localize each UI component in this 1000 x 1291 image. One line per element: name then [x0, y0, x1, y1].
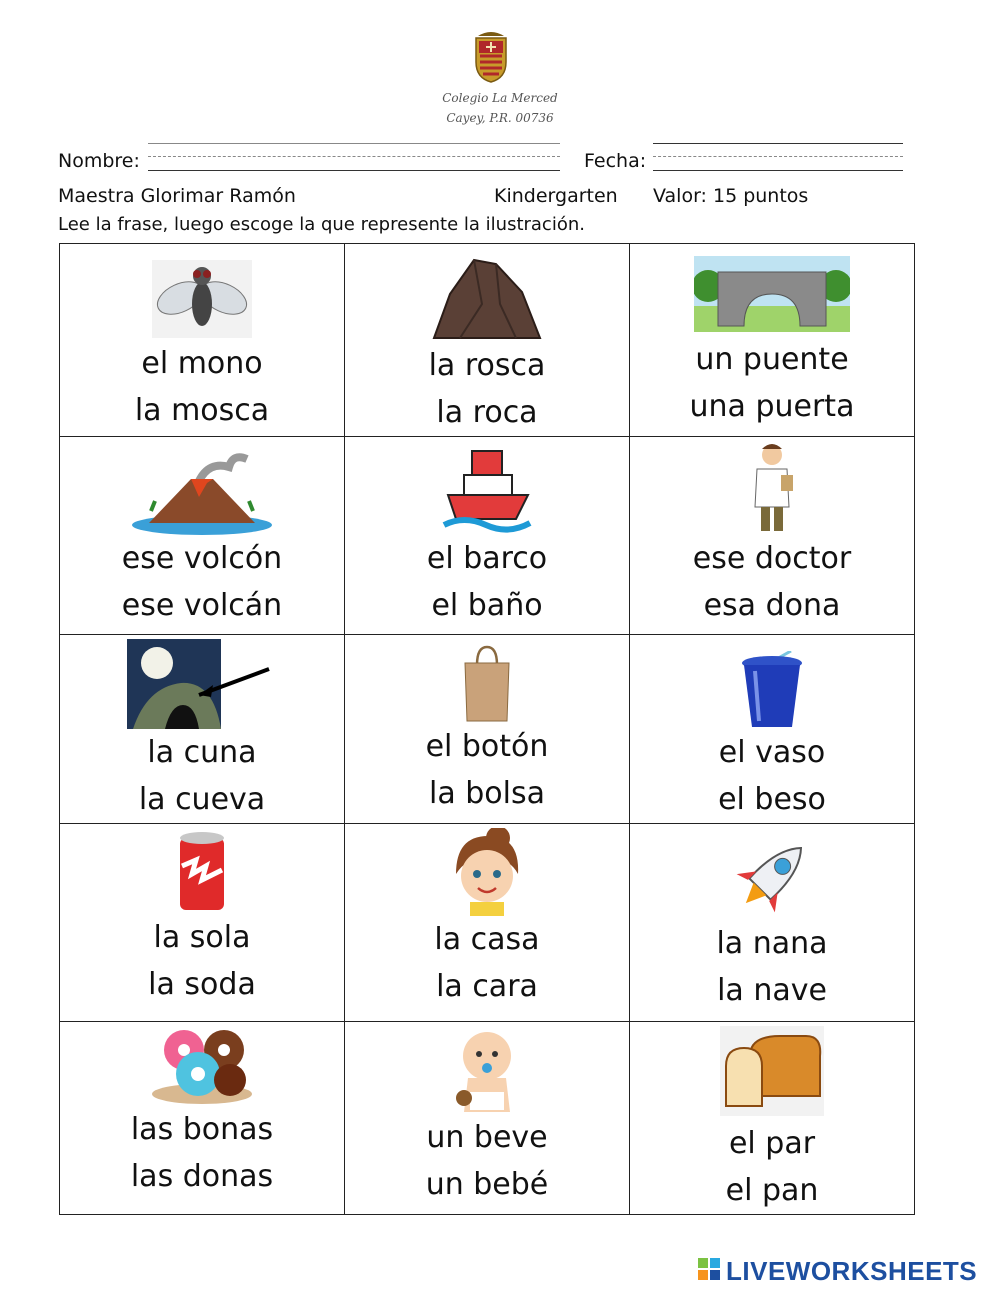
- option-2[interactable]: la mosca: [134, 393, 270, 428]
- option-2[interactable]: una puerta: [689, 389, 855, 424]
- option-1[interactable]: el barco: [426, 541, 548, 576]
- school-address-line: Cayey, P.R. 00736: [446, 111, 554, 125]
- option-2[interactable]: el baño: [431, 588, 543, 623]
- option-1[interactable]: ese volcón: [121, 541, 283, 576]
- grid-cell: [630, 437, 915, 635]
- grid-cell: [60, 244, 345, 437]
- option-2[interactable]: esa dona: [703, 588, 841, 623]
- bag-icon: [461, 645, 513, 723]
- option-2[interactable]: la roca: [436, 395, 538, 430]
- cup-icon: [739, 651, 805, 729]
- grid-cell: [345, 1022, 630, 1215]
- brand-name[interactable]: LIVEWORKSHEETS: [726, 1256, 978, 1286]
- cave-icon: [127, 639, 277, 729]
- points-value: Valor: 15 puntos: [653, 185, 809, 207]
- grid-cell: [60, 824, 345, 1022]
- grid-row: [60, 437, 915, 635]
- grid-cell: [630, 824, 915, 1022]
- option-2[interactable]: la nave: [717, 973, 827, 1008]
- name-guide-line-base[interactable]: [148, 170, 560, 171]
- baby-icon: [452, 1028, 522, 1114]
- option-1[interactable]: la sola: [153, 920, 251, 955]
- grid-row: [60, 1022, 915, 1215]
- option-1[interactable]: el mono: [141, 346, 263, 381]
- grid-row: [60, 244, 915, 437]
- option-2[interactable]: la bolsa: [428, 776, 545, 811]
- option-1[interactable]: la rosca: [428, 348, 546, 383]
- doctor-icon: [745, 441, 799, 535]
- option-1[interactable]: el botón: [425, 729, 549, 764]
- teacher-name: Maestra Glorimar Ramón: [58, 185, 296, 207]
- school-name: [400, 88, 600, 128]
- rocket-icon: [727, 834, 817, 920]
- name-label: Nombre:: [58, 150, 140, 172]
- option-1[interactable]: el vaso: [718, 735, 826, 770]
- soda-can-icon: [176, 830, 228, 914]
- option-2[interactable]: la soda: [148, 967, 256, 1002]
- option-1[interactable]: ese doctor: [692, 541, 852, 576]
- grid-row: [60, 635, 915, 824]
- girl-face-icon: [448, 828, 526, 916]
- rock-icon: [430, 254, 544, 342]
- instructions: Lee la frase, luego escoge la que represente la ilustración.: [58, 214, 585, 235]
- grid-cell: [60, 635, 345, 824]
- boat-icon: [442, 445, 532, 535]
- option-1[interactable]: un puente: [695, 342, 849, 377]
- grade-label: Kindergarten: [494, 185, 618, 207]
- bread-icon: [720, 1026, 824, 1116]
- grid-cell: [630, 635, 915, 824]
- name-guide-line-mid: [148, 156, 560, 157]
- grid-row: [60, 824, 915, 1022]
- school-crest-icon: [472, 30, 510, 84]
- fly-icon: [152, 260, 252, 338]
- grid-cell: [345, 244, 630, 437]
- grid-cell: [630, 1022, 915, 1215]
- option-2[interactable]: el pan: [725, 1173, 819, 1208]
- date-guide-line-mid: [653, 156, 903, 157]
- date-guide-line-base[interactable]: [653, 170, 903, 171]
- date-guide-line-top: [653, 143, 903, 144]
- grid-cell: [60, 1022, 345, 1215]
- volcano-icon: [129, 447, 275, 535]
- option-2[interactable]: la cara: [436, 969, 538, 1004]
- date-label: Fecha:: [584, 150, 647, 172]
- option-1[interactable]: el par: [728, 1126, 816, 1161]
- name-guide-line-top: [148, 143, 560, 144]
- grid-cell: [630, 244, 915, 437]
- option-2[interactable]: las donas: [130, 1159, 274, 1194]
- grid-cell: [345, 437, 630, 635]
- grid-cell: [60, 437, 345, 635]
- grid-cell: [345, 824, 630, 1022]
- donuts-icon: [150, 1028, 254, 1106]
- option-1[interactable]: la nana: [716, 926, 828, 961]
- option-2[interactable]: el beso: [718, 782, 826, 817]
- option-2[interactable]: un bebé: [425, 1167, 549, 1202]
- option-1[interactable]: un beve: [426, 1120, 548, 1155]
- option-2[interactable]: ese volcán: [121, 588, 283, 623]
- option-1[interactable]: la cuna: [147, 735, 257, 770]
- bridge-icon: [694, 256, 850, 332]
- grid-cell: [345, 635, 630, 824]
- option-1[interactable]: la casa: [434, 922, 540, 957]
- worksheet-grid: [59, 243, 915, 1215]
- liveworksheets-logo-icon: [698, 1258, 720, 1280]
- option-1[interactable]: las bonas: [130, 1112, 274, 1147]
- school-name-line: Colegio La Merced: [442, 91, 558, 105]
- option-2[interactable]: la cueva: [138, 782, 266, 817]
